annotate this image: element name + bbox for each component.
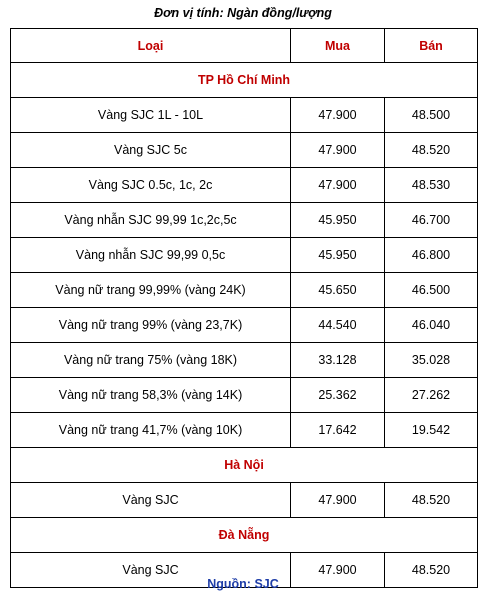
cell-buy: 47.900 [291, 483, 385, 518]
region-row [11, 63, 478, 98]
cell-sell: 48.520 [385, 553, 478, 588]
unit-caption: Đơn vị tính: Ngàn đồng/lượng [154, 6, 332, 20]
cell-type: Vàng SJC 1L - 10L [11, 98, 291, 133]
table-row [11, 343, 478, 378]
table-row [11, 413, 478, 448]
cell-sell: 46.500 [385, 273, 478, 308]
table-row [11, 98, 478, 133]
table-row [11, 203, 478, 238]
cell-type: Vàng SJC [11, 483, 291, 518]
cell-sell: 27.262 [385, 378, 478, 413]
table-row [11, 168, 478, 203]
region-row [11, 518, 478, 553]
cell-buy: 47.900 [291, 553, 385, 588]
cell-type: Vàng nữ trang 58,3% (vàng 14K) [11, 378, 291, 413]
cell-type: Vàng SJC 5c [11, 133, 291, 168]
cell-buy: 45.950 [291, 238, 385, 273]
cell-type: Vàng SJC 0.5c, 1c, 2c [11, 168, 291, 203]
cell-type: Vàng nhẫn SJC 99,99 0,5c [11, 238, 291, 273]
cell-type: Vàng nữ trang 99,99% (vàng 24K) [11, 273, 291, 308]
cell-sell: 46.040 [385, 308, 478, 343]
cell-sell: 19.542 [385, 413, 478, 448]
region-row [11, 448, 478, 483]
region-label: Đà Nẵng [11, 518, 478, 553]
header-type: Loại [11, 29, 291, 63]
table-row [11, 378, 478, 413]
table-row [11, 238, 478, 273]
cell-type: Vàng SJC [11, 553, 291, 588]
cell-sell: 48.520 [385, 483, 478, 518]
header-buy: Mua [291, 29, 385, 63]
cell-buy: 45.650 [291, 273, 385, 308]
table-row [11, 483, 478, 518]
cell-sell: 35.028 [385, 343, 478, 378]
cell-sell: 46.700 [385, 203, 478, 238]
cell-buy: 45.950 [291, 203, 385, 238]
cell-type: Vàng nữ trang 75% (vàng 18K) [11, 343, 291, 378]
cell-buy: 17.642 [291, 413, 385, 448]
cell-type: Vàng nhẫn SJC 99,99 1c,2c,5c [11, 203, 291, 238]
table-row [11, 308, 478, 343]
cell-buy: 47.900 [291, 98, 385, 133]
cell-buy: 33.128 [291, 343, 385, 378]
cell-type: Vàng nữ trang 99% (vàng 23,7K) [11, 308, 291, 343]
cell-type: Vàng nữ trang 41,7% (vàng 10K) [11, 413, 291, 448]
cell-buy: 44.540 [291, 308, 385, 343]
region-label: TP Hồ Chí Minh [11, 63, 478, 98]
cell-buy: 47.900 [291, 133, 385, 168]
header-sell: Bán [385, 29, 478, 63]
table-header-row [11, 29, 478, 63]
cell-buy: 25.362 [291, 378, 385, 413]
table-row [11, 273, 478, 308]
region-label: Hà Nội [11, 448, 478, 483]
gold-price-table [10, 28, 478, 588]
cell-buy: 47.900 [291, 168, 385, 203]
cell-sell: 48.520 [385, 133, 478, 168]
cell-sell: 48.530 [385, 168, 478, 203]
cell-sell: 48.500 [385, 98, 478, 133]
cell-sell: 46.800 [385, 238, 478, 273]
table-row [11, 133, 478, 168]
source-caption: Nguồn: SJC [207, 577, 279, 591]
